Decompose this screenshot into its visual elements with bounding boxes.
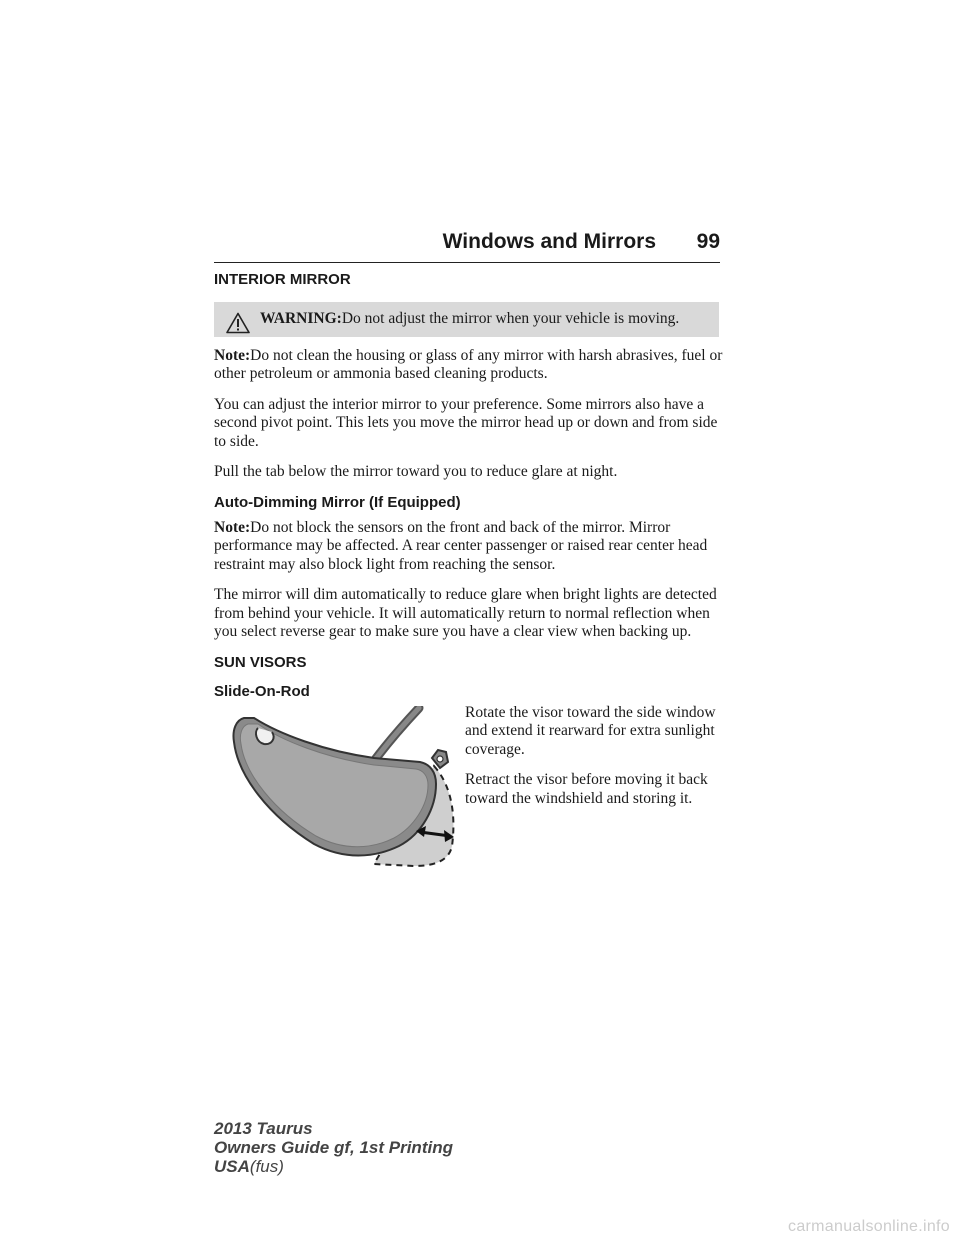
sun-visor-text [465, 704, 724, 821]
paragraph-adjust: You can adjust the interior mirror to your preference. Some mirrors also have a second pivot point. This lets you move the mirror head up or down and from side to side. [214, 395, 718, 450]
note-cleaning: Note:Do not clean the housing or glass of any mirror with harsh abrasives, fuel or other petroleum or ammonia based cleaning products. [214, 346, 723, 382]
page-number: 99 [696, 230, 720, 253]
auto-dimming-heading: Auto-Dimming Mirror (If Equipped) [214, 493, 461, 511]
warning-box [214, 302, 719, 337]
sun-visor-section [214, 704, 724, 874]
document-footer [214, 1119, 453, 1176]
warning-triangle-icon [226, 312, 250, 334]
paragraph-dimming: The mirror will dim automatically to reduce glare when bright lights are detected from behind your vehicle. It will automatically return to normal reflection when you select reverse gear to make sure you have a clear view when backing up. [214, 586, 717, 640]
warning-text: WARNING:Do not adjust the mirror when your vehicle is moving. [260, 310, 680, 327]
interior-mirror-heading: INTERIOR MIRROR [214, 271, 351, 288]
sun-visors-heading: SUN VISORS [214, 653, 307, 671]
footer-model: 2013 Taurus [214, 1119, 313, 1138]
paragraph-tab: Pull the tab below the mirror toward you to reduce glare at night. [214, 463, 618, 480]
footer-guide: Owners Guide gf, 1st Printing [214, 1138, 453, 1157]
slide-on-rod-heading: Slide-On-Rod [214, 682, 310, 700]
page-content [214, 271, 724, 874]
sun-visor-illustration [224, 706, 464, 871]
footer-region: USA(fus) [214, 1157, 284, 1176]
section-title: Windows and Mirrors [442, 230, 656, 253]
page-header [214, 228, 720, 263]
watermark: carmanualsonline.info [788, 1218, 950, 1235]
paragraph-retract: Retract the visor before moving it back toward the windshield and storing it. [465, 771, 708, 807]
paragraph-rotate: Rotate the visor toward the side window and extend it rearward for extra sunlight coverage. [465, 703, 716, 758]
note-sensors: Note:Do not block the sensors on the front and back of the mirror. Mirror performance may be affected. A rear center passenger or raised rear center head restraint may also block light from reaching the sensor. [214, 518, 708, 573]
